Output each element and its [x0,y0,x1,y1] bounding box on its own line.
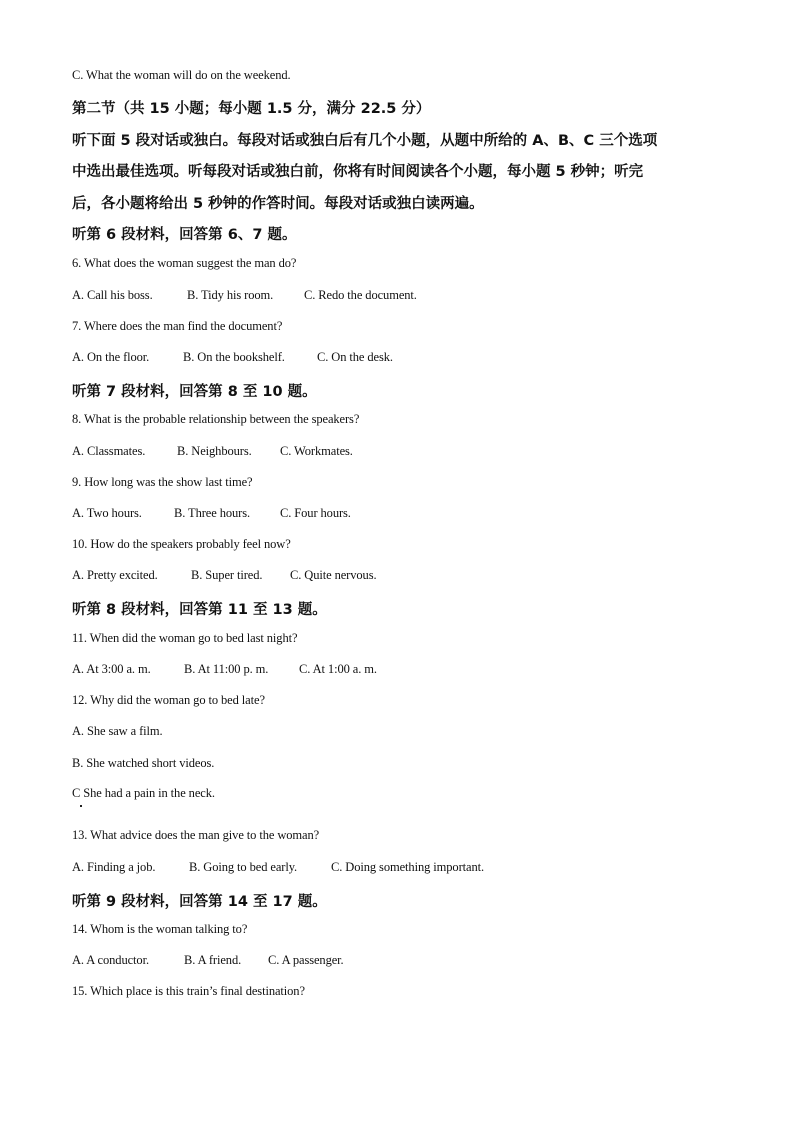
question-11-options [72,662,377,677]
question-7-options [72,350,393,365]
option-b[interactable]: B. Tidy his room. [187,288,274,302]
option-a[interactable]: A. Classmates. [72,444,146,458]
section-heading: 第二节（共 15 小题；每小题 1.5 分，满分 22.5 分） [72,101,431,117]
passage-7-heading: 听第 7 段材料，回答第 8 至 10 题。 [72,384,317,400]
instructions-line-3: 后，各小题将给出 5 秒钟的作答时间。每段对话或独白读两遍。 [72,196,484,212]
option-b[interactable]: B. Super tired. [191,568,263,582]
question-13: 13. What advice does the man give to the woman? [72,828,320,842]
stray-dot [80,805,82,807]
question-9: 9. How long was the show last time? [72,475,253,489]
option-a[interactable]: A. Finding a job. [72,860,156,874]
passage-6-heading: 听第 6 段材料，回答第 6、7 题。 [72,227,297,243]
option-b[interactable]: B. A friend. [184,953,242,967]
question-8: 8. What is the probable relationship between the speakers? [72,412,360,426]
option-a[interactable]: A. Two hours. [72,506,142,520]
option-c[interactable]: C. Doing something important. [331,860,484,874]
question-10-options [72,568,376,583]
question-12: 12. Why did the woman go to bed late? [72,693,265,707]
instructions-line-1: 听下面 5 段对话或独白。每段对话或独白后有几个小题，从题中所给的 A、B、C 三个选项 [72,133,658,149]
question-15: 15. Which place is this train’s final destination? [72,984,305,998]
option-c[interactable]: C. Redo the document. [304,288,417,302]
option-c[interactable]: C. Workmates. [280,444,353,458]
option-a[interactable]: A. Call his boss. [72,288,153,302]
question-6-options [72,288,417,303]
option-b[interactable]: B. Going to bed early. [189,860,298,874]
instructions-line-2: 中选出最佳选项。听每段对话或独白前，你将有时间阅读各个小题，每小题 5 秒钟；听完 [72,164,644,180]
option-b[interactable]: B. Three hours. [174,506,251,520]
option-c[interactable]: C. Quite nervous. [290,568,377,582]
question-12-option-c[interactable]: C She had a pain in the neck. [72,786,215,800]
q5-option-c: C. What the woman will do on the weekend. [72,68,291,82]
question-13-options [72,860,484,875]
question-14-options [72,953,344,968]
option-a[interactable]: A. Pretty excited. [72,568,158,582]
option-b[interactable]: B. At 11:00 p. m. [184,662,269,676]
option-a[interactable]: A. At 3:00 a. m. [72,662,151,676]
passage-8-heading: 听第 8 段材料，回答第 11 至 13 题。 [72,602,327,618]
option-c[interactable]: C. A passenger. [268,953,344,967]
option-c[interactable]: C. On the desk. [317,350,393,364]
question-12-option-a[interactable]: A. She saw a film. [72,724,163,738]
option-c[interactable]: C. Four hours. [280,506,351,520]
question-12-option-b[interactable]: B. She watched short videos. [72,756,215,770]
question-8-options [72,444,353,459]
option-b[interactable]: B. On the bookshelf. [183,350,285,364]
question-7: 7. Where does the man find the document? [72,319,283,333]
passage-9-heading: 听第 9 段材料，回答第 14 至 17 题。 [72,894,327,910]
question-11: 11. When did the woman go to bed last night? [72,631,298,645]
question-9-options [72,506,351,521]
question-6: 6. What does the woman suggest the man do? [72,256,297,270]
option-a[interactable]: A. A conductor. [72,953,149,967]
question-14: 14. Whom is the woman talking to? [72,922,248,936]
option-b[interactable]: B. Neighbours. [177,444,252,458]
option-c[interactable]: C. At 1:00 a. m. [299,662,377,676]
option-a[interactable]: A. On the floor. [72,350,150,364]
question-10: 10. How do the speakers probably feel now? [72,537,291,551]
